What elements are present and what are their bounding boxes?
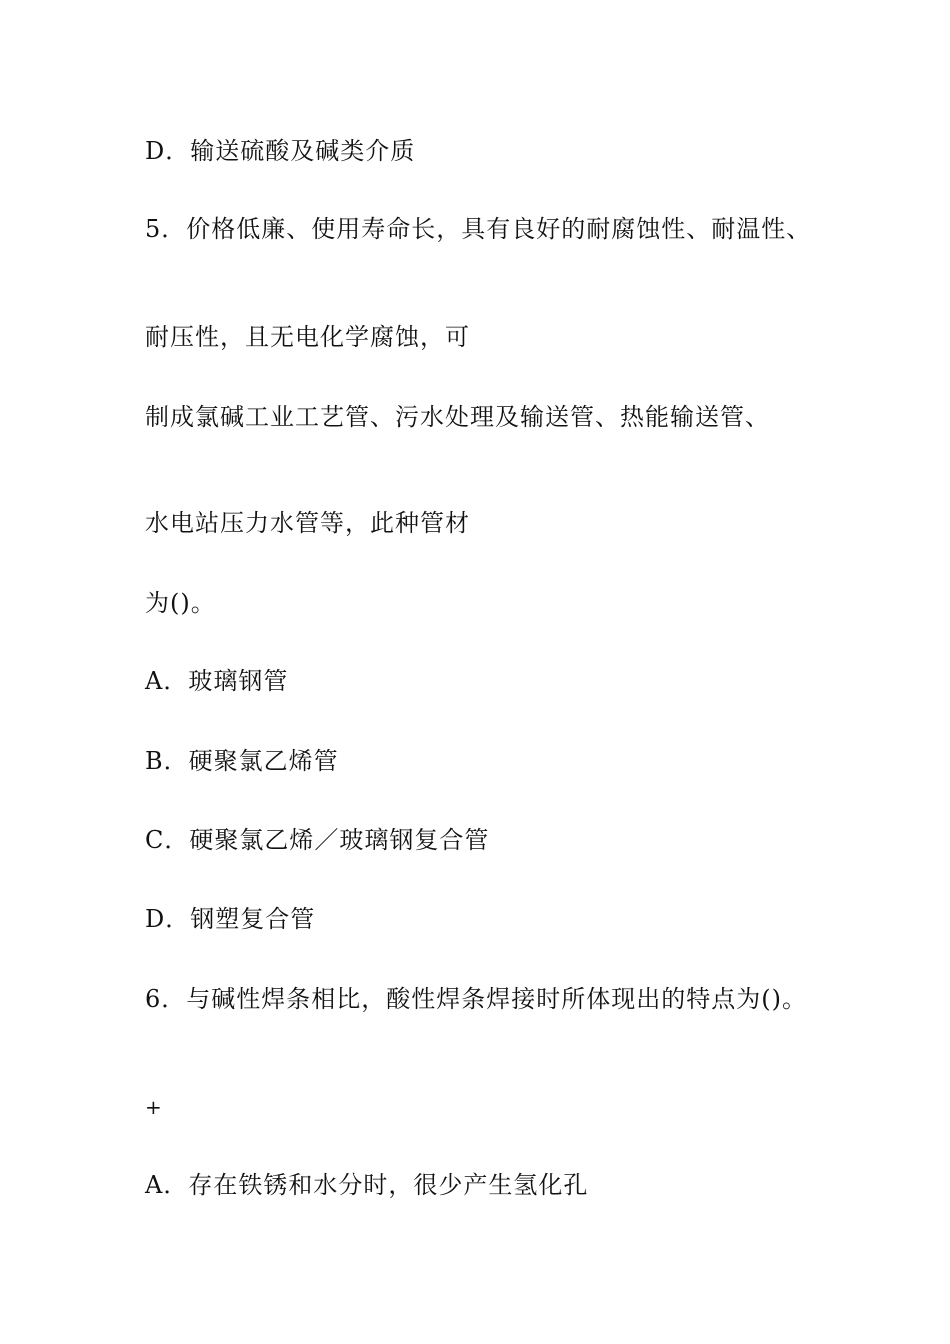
question-5-line-2: 耐压性，且无电化学腐蚀，可 — [145, 323, 470, 351]
plus-mark: + — [145, 1095, 163, 1119]
question-6-stem: 6．与碱性焊条相比，酸性焊条焊接时所体现出的特点为()。 — [145, 985, 807, 1013]
question-5-line-5: 为()。 — [145, 589, 216, 617]
option-d-previous: D．输送硫酸及碱类介质 — [145, 137, 416, 165]
question-5-option-d: D．钢塑复合管 — [145, 905, 316, 933]
question-5-option-c: C．硬聚氯乙烯／玻璃钢复合管 — [145, 826, 490, 854]
question-5-line-3: 制成氯碱工业工艺管、污水处理及输送管、热能输送管、 — [145, 403, 770, 431]
question-5-line-1: 5．价格低廉、使用寿命长，具有良好的耐腐蚀性、耐温性、 — [145, 215, 812, 243]
question-5-option-b: B．硬聚氯乙烯管 — [145, 747, 339, 775]
question-5-line-4: 水电站压力水管等，此种管材 — [145, 509, 470, 537]
question-5-option-a: A．玻璃钢管 — [145, 667, 289, 695]
question-6-option-a: A．存在铁锈和水分时，很少产生氢化孔 — [145, 1171, 589, 1199]
